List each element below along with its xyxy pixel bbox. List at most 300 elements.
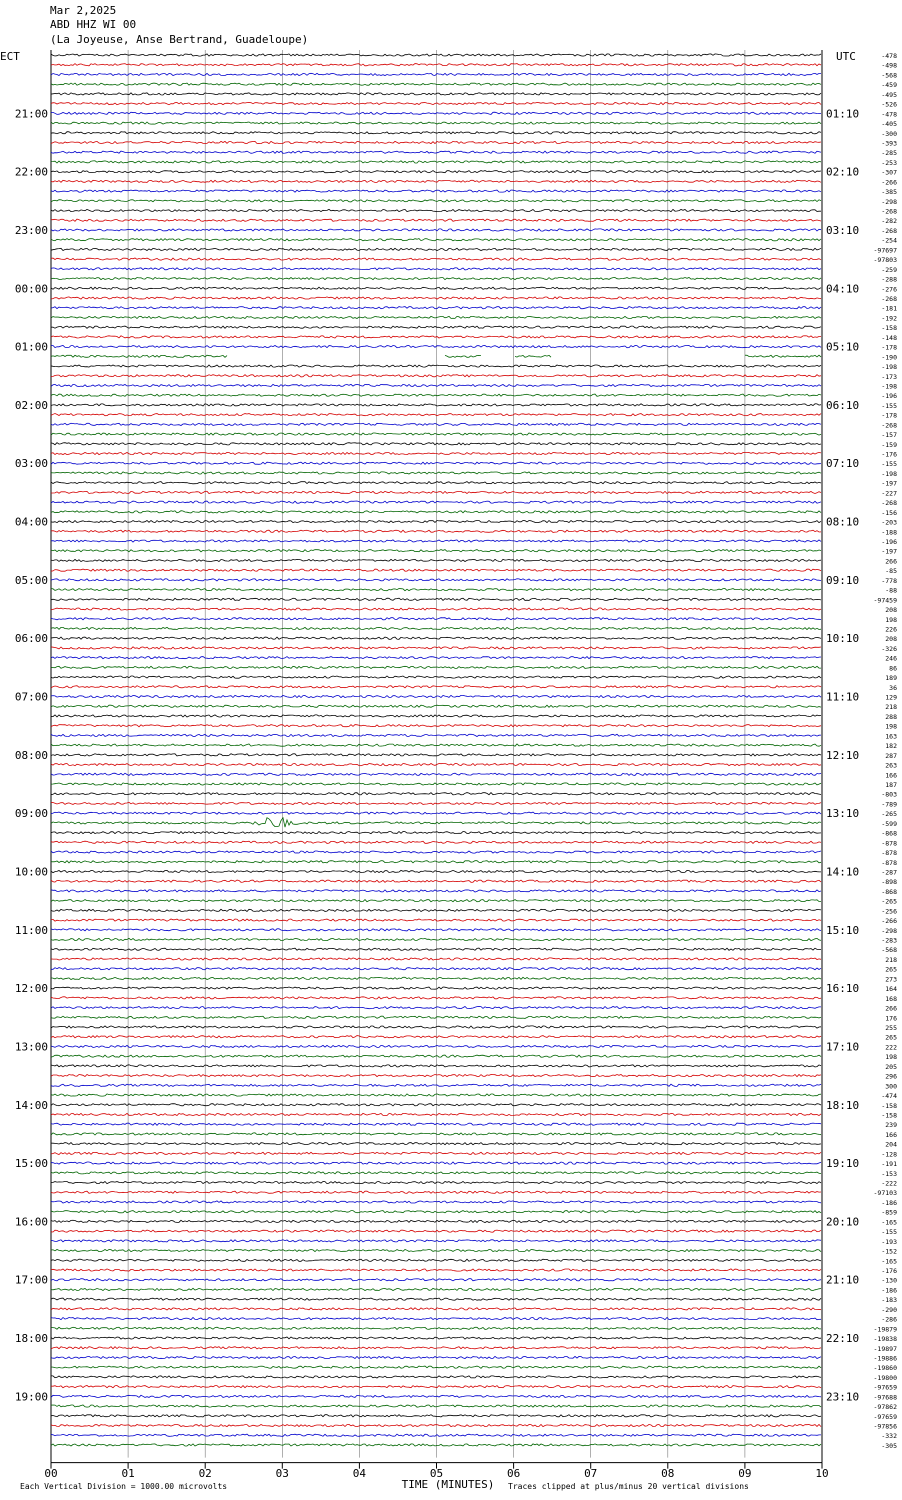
row-value-label: -97103 xyxy=(873,1189,897,1198)
trace-row xyxy=(51,1191,821,1193)
row-value-label: -276 xyxy=(881,285,897,294)
row-value-label: -19838 xyxy=(873,1335,897,1344)
left-hour-label: 06:00 xyxy=(14,632,48,646)
trace-row xyxy=(51,802,821,804)
row-value-label: -268 xyxy=(881,421,897,430)
trace-row xyxy=(51,472,821,474)
x-tick-label: 09 xyxy=(738,1467,752,1480)
station-location: (La Joyeuse, Anse Bertrand, Guadeloupe) xyxy=(50,33,309,46)
trace-row xyxy=(51,1211,821,1213)
x-tick-label: 10 xyxy=(815,1467,829,1480)
trace-row xyxy=(51,1395,821,1397)
row-value-label: -181 xyxy=(881,304,897,313)
row-value-label: -526 xyxy=(881,100,897,109)
row-value-label: 263 xyxy=(885,761,897,770)
x-tick-label: 07 xyxy=(584,1467,598,1480)
trace-row xyxy=(51,1201,821,1203)
trace-row xyxy=(51,1133,821,1135)
trace-row xyxy=(51,501,821,503)
row-value-label: 266 xyxy=(885,557,897,566)
trace-row xyxy=(51,1308,821,1310)
row-value-label: 265 xyxy=(885,1033,897,1042)
row-value-label: -495 xyxy=(881,90,897,99)
trace-row xyxy=(51,929,821,931)
trace-row xyxy=(51,559,821,561)
left-hour-label: 12:00 xyxy=(14,982,48,996)
trace-row xyxy=(51,1356,821,1358)
row-value-label: -165 xyxy=(881,1257,897,1266)
trace-row xyxy=(51,248,821,250)
right-hour-label: 07:10 xyxy=(826,457,860,471)
row-value-label: -191 xyxy=(881,1160,897,1169)
plot-date: Mar 2,2025 xyxy=(50,4,117,17)
trace-row xyxy=(51,1337,821,1339)
trace-row xyxy=(51,1143,821,1145)
right-hour-label: 22:10 xyxy=(826,1332,860,1346)
trace-row xyxy=(51,1172,821,1174)
right-hour-label: 16:10 xyxy=(826,982,860,996)
trace-row xyxy=(51,1036,821,1038)
trace-row xyxy=(51,1007,821,1009)
trace-row xyxy=(51,1444,821,1446)
right-hour-label: 13:10 xyxy=(826,807,860,821)
row-value-label: -196 xyxy=(881,392,897,401)
trace-row xyxy=(51,190,821,192)
row-value-label: -155 xyxy=(881,401,897,410)
trace-row xyxy=(51,1327,821,1329)
row-value-label: -268 xyxy=(881,499,897,508)
trace-row xyxy=(51,151,821,153)
right-hour-label: 02:10 xyxy=(826,165,860,179)
row-value-label: -178 xyxy=(881,411,897,420)
right-hour-label: 14:10 xyxy=(826,865,860,879)
trace-row xyxy=(51,1415,821,1417)
trace-row xyxy=(51,1434,821,1436)
row-value-label: -152 xyxy=(881,1247,897,1256)
row-value-label: -268 xyxy=(881,207,897,216)
x-tick-label: 03 xyxy=(275,1467,289,1480)
left-hour-label: 14:00 xyxy=(14,1098,48,1112)
trace-row xyxy=(51,890,821,892)
trace-row xyxy=(51,462,821,464)
row-value-label: 182 xyxy=(885,742,897,751)
row-value-label: -19897 xyxy=(873,1344,897,1353)
trace-row xyxy=(51,579,821,581)
row-value-label: -898 xyxy=(881,878,897,887)
row-value-label: -193 xyxy=(881,1237,897,1246)
right-hour-label: 10:10 xyxy=(826,632,860,646)
row-value-label: -156 xyxy=(881,508,897,517)
trace-row xyxy=(51,482,821,484)
trace-row xyxy=(51,938,821,940)
row-value-label: -300 xyxy=(881,129,897,138)
row-value-label: -158 xyxy=(881,1111,897,1120)
trace-row xyxy=(51,521,821,523)
trace-row xyxy=(51,491,821,493)
row-value-label: -85 xyxy=(885,567,897,576)
trace-row xyxy=(51,326,821,328)
right-hour-label: 06:10 xyxy=(826,398,860,412)
trace-row xyxy=(51,1152,821,1154)
row-value-label: -196 xyxy=(881,538,897,546)
trace-row xyxy=(51,919,821,921)
trace-row xyxy=(51,657,821,659)
trace-row xyxy=(51,394,821,396)
station-id: ABD HHZ WI 00 xyxy=(50,18,137,31)
trace-row xyxy=(51,278,821,280)
right-hour-label: 18:10 xyxy=(826,1098,860,1112)
trace-row xyxy=(51,1298,821,1300)
trace-row xyxy=(51,1123,821,1125)
row-value-label: -186 xyxy=(881,1198,897,1207)
trace-row xyxy=(51,695,821,697)
row-value-label: 205 xyxy=(885,1062,897,1071)
right-hour-label: 19:10 xyxy=(826,1157,860,1171)
trace-row xyxy=(51,773,821,775)
row-value-label: -188 xyxy=(881,528,897,537)
trace-row xyxy=(51,93,821,95)
row-value-label: 266 xyxy=(885,1004,897,1013)
row-value-label: -97659 xyxy=(873,1383,897,1392)
trace-row xyxy=(51,744,821,746)
trace-row xyxy=(51,229,821,231)
trace-row xyxy=(51,666,821,668)
trace-row xyxy=(51,1240,821,1242)
trace-row xyxy=(51,1026,821,1028)
row-value-label: -568 xyxy=(881,71,897,80)
trace-row xyxy=(51,841,821,843)
row-value-label: -478 xyxy=(881,52,897,60)
left-timezone-label: ECT xyxy=(0,50,20,63)
trace-row xyxy=(51,618,821,620)
trace-row xyxy=(51,200,821,202)
row-value-label: -285 xyxy=(881,149,897,158)
trace-row xyxy=(51,1366,821,1368)
row-value-label: -868 xyxy=(881,887,897,896)
row-value-label: -155 xyxy=(881,1228,897,1237)
trace-row xyxy=(51,958,821,960)
row-value-label: 129 xyxy=(885,693,897,702)
trace-row xyxy=(51,1376,821,1378)
scale-note: Each Vertical Division = 1000.00 microvolts xyxy=(20,1482,228,1491)
row-value-label: -266 xyxy=(881,178,897,187)
row-value-label: -878 xyxy=(881,839,897,848)
trace-row xyxy=(51,64,821,66)
row-value-label: -254 xyxy=(881,236,897,245)
row-value-label: 296 xyxy=(885,1072,897,1081)
row-value-label: 36 xyxy=(889,683,897,692)
row-value-label: -178 xyxy=(881,343,897,352)
left-hour-label: 04:00 xyxy=(14,515,48,529)
trace-row xyxy=(51,433,821,435)
row-value-label: -298 xyxy=(881,197,897,206)
trace-row xyxy=(51,851,821,853)
trace-row xyxy=(51,647,821,649)
left-hour-label: 01:00 xyxy=(14,340,48,354)
trace-row xyxy=(51,1016,821,1018)
trace-row xyxy=(51,122,821,124)
row-value-label: -253 xyxy=(881,158,897,167)
trace-row xyxy=(51,112,821,114)
trace-row xyxy=(51,987,821,989)
trace-row xyxy=(51,861,821,863)
row-value-label: 176 xyxy=(885,1014,897,1023)
row-value-label: -287 xyxy=(881,868,897,877)
row-value-label: -498 xyxy=(881,61,897,70)
row-value-label: -332 xyxy=(881,1432,897,1441)
trace-row xyxy=(51,1084,821,1086)
left-hour-label: 10:00 xyxy=(14,865,48,879)
row-value-label: -283 xyxy=(881,936,897,945)
row-value-label: -198 xyxy=(881,382,897,391)
row-value-label: -878 xyxy=(881,849,897,858)
trace-row xyxy=(51,1288,821,1290)
x-axis-title: TIME (MINUTES) xyxy=(401,1478,495,1491)
row-value-label: -478 xyxy=(881,110,897,119)
x-tick-label: 01 xyxy=(121,1467,135,1480)
trace-row xyxy=(51,132,821,134)
row-value-label: -265 xyxy=(881,810,897,819)
row-value-label: -158 xyxy=(881,324,897,333)
trace-row xyxy=(51,1259,821,1261)
trace-row xyxy=(51,171,821,173)
trace-row xyxy=(51,1045,821,1047)
trace-row xyxy=(51,307,821,309)
trace-row xyxy=(51,637,821,639)
clip-note: Traces clipped at plus/minus 20 vertical divisions xyxy=(508,1482,749,1491)
row-value-label: -19800 xyxy=(873,1373,897,1382)
trace-row xyxy=(51,1250,821,1252)
row-value-label: 163 xyxy=(885,732,897,741)
row-value-label: 198 xyxy=(885,1053,897,1062)
trace-row xyxy=(51,316,821,318)
row-value-label: 204 xyxy=(885,1140,897,1149)
left-hour-label: 00:00 xyxy=(14,282,48,296)
row-value-label: -183 xyxy=(881,1296,897,1305)
trace-row xyxy=(51,141,821,143)
trace-row xyxy=(51,355,821,357)
right-hour-label: 09:10 xyxy=(826,573,860,587)
trace-row xyxy=(51,1318,821,1320)
row-value-label: -176 xyxy=(881,1267,897,1275)
row-value-label: -288 xyxy=(881,275,897,284)
row-value-label: -789 xyxy=(881,800,897,809)
row-value-label: -19886 xyxy=(873,1354,897,1363)
trace-row xyxy=(51,443,821,445)
trace-row xyxy=(51,384,821,386)
row-value-label: -268 xyxy=(881,295,897,303)
right-hour-label: 23:10 xyxy=(826,1390,860,1404)
trace-row xyxy=(51,103,821,105)
row-value-label: 255 xyxy=(885,1024,897,1032)
trace-row xyxy=(51,997,821,999)
trace-row xyxy=(51,1162,821,1164)
row-value-label: -158 xyxy=(881,1101,897,1110)
left-hour-label: 19:00 xyxy=(14,1390,48,1404)
row-value-label: -198 xyxy=(881,469,897,478)
trace-row xyxy=(51,676,821,678)
trace-row xyxy=(51,1424,821,1426)
row-value-label: 189 xyxy=(885,674,897,683)
trace-row xyxy=(51,754,821,756)
trace-row xyxy=(51,54,821,56)
trace-row xyxy=(51,1055,821,1057)
row-value-label: -290 xyxy=(881,1305,897,1314)
right-hour-label: 12:10 xyxy=(826,748,860,762)
row-value-label: -298 xyxy=(881,926,897,935)
row-value-label: -19860 xyxy=(873,1364,897,1373)
trace-row xyxy=(51,1386,821,1388)
row-value-label: -197 xyxy=(881,547,897,556)
row-value-label: -198 xyxy=(881,363,897,372)
row-value-label: -405 xyxy=(881,120,897,129)
row-value-label: 265 xyxy=(885,965,897,974)
trace-row xyxy=(51,1269,821,1271)
left-hour-label: 22:00 xyxy=(14,165,48,179)
trace-row xyxy=(51,1075,821,1077)
row-value-label: -282 xyxy=(881,217,897,226)
left-hour-label: 16:00 xyxy=(14,1215,48,1229)
left-hour-label: 03:00 xyxy=(14,457,48,471)
trace-row xyxy=(51,1279,821,1281)
row-value-label: 226 xyxy=(885,625,897,634)
trace-row xyxy=(51,977,821,979)
row-value-label: -176 xyxy=(881,450,897,459)
x-tick-label: 08 xyxy=(661,1467,675,1480)
right-hour-label: 03:10 xyxy=(826,223,860,237)
trace-row xyxy=(51,414,821,416)
row-value-label: -307 xyxy=(881,168,897,177)
row-value-label: -97697 xyxy=(873,246,897,255)
left-hour-label: 13:00 xyxy=(14,1040,48,1054)
trace-row xyxy=(51,725,821,727)
row-value-label: -393 xyxy=(881,139,897,148)
row-value-label: -222 xyxy=(881,1179,897,1188)
right-hour-label: 08:10 xyxy=(826,515,860,529)
row-value-label: 86 xyxy=(889,664,897,673)
x-tick-label: 04 xyxy=(352,1467,367,1480)
right-timezone-label: UTC xyxy=(836,50,856,63)
row-value-label: -385 xyxy=(881,188,897,197)
row-value-label: -265 xyxy=(881,897,897,906)
row-value-label: 239 xyxy=(885,1121,897,1130)
x-tick-label: 02 xyxy=(198,1467,212,1480)
trace-row xyxy=(51,1347,821,1349)
right-hour-label: 17:10 xyxy=(826,1040,860,1054)
trace-row xyxy=(51,880,821,882)
right-hour-label: 15:10 xyxy=(826,923,860,937)
trace-row xyxy=(51,909,821,911)
trace-row xyxy=(51,1113,821,1115)
row-value-label: -568 xyxy=(881,946,897,955)
row-value-label: -165 xyxy=(881,1218,897,1227)
trace-row xyxy=(51,812,821,814)
row-value-label: 246 xyxy=(885,654,897,663)
row-value-label: -197 xyxy=(881,479,897,488)
row-value-label: 198 xyxy=(885,615,897,624)
left-hour-label: 11:00 xyxy=(14,923,48,937)
x-tick-label: 06 xyxy=(506,1467,521,1480)
trace-row xyxy=(51,589,821,591)
trace-row xyxy=(51,550,821,552)
trace-row xyxy=(51,404,821,406)
trace-row xyxy=(51,1405,821,1407)
trace-row xyxy=(51,511,821,513)
trace-row xyxy=(51,530,821,532)
row-value-label: -305 xyxy=(881,1441,897,1450)
right-hour-label: 20:10 xyxy=(826,1215,860,1229)
trace-row xyxy=(51,452,821,454)
row-value-label: -326 xyxy=(881,644,897,653)
trace-row xyxy=(51,268,821,270)
trace-row xyxy=(51,1220,821,1222)
trace-row xyxy=(51,705,821,707)
row-value-label: 198 xyxy=(885,722,897,731)
trace-row xyxy=(51,73,821,75)
row-value-label: -153 xyxy=(881,1169,897,1178)
row-value-label: 287 xyxy=(885,751,897,760)
trace-row xyxy=(51,287,821,289)
left-hour-label: 05:00 xyxy=(14,573,48,587)
trace-row xyxy=(51,569,821,571)
trace-row xyxy=(51,258,821,260)
trace-row xyxy=(51,948,821,950)
trace-row xyxy=(51,365,821,367)
right-hour-label: 21:10 xyxy=(826,1273,860,1287)
row-value-label: -173 xyxy=(881,372,897,381)
row-value-label: -97856 xyxy=(873,1422,897,1431)
trace-row xyxy=(51,180,821,182)
left-hour-label: 17:00 xyxy=(14,1273,48,1287)
row-value-label: -859 xyxy=(881,1208,897,1217)
trace-row xyxy=(51,783,821,785)
right-hour-label: 11:10 xyxy=(826,690,860,704)
row-value-label: -190 xyxy=(881,353,897,362)
trace-row xyxy=(51,734,821,736)
row-value-label: 300 xyxy=(885,1082,897,1091)
row-value-label: -266 xyxy=(881,917,897,926)
trace-row xyxy=(51,598,821,600)
trace-row xyxy=(51,1230,821,1232)
row-value-label: -157 xyxy=(881,431,897,440)
row-value-label: -868 xyxy=(881,829,897,838)
row-value-label: 208 xyxy=(885,606,897,615)
row-value-label: -268 xyxy=(881,226,897,235)
trace-row xyxy=(51,900,821,902)
row-value-label: 166 xyxy=(885,771,897,780)
left-hour-label: 15:00 xyxy=(14,1157,48,1171)
right-hour-label: 01:10 xyxy=(826,107,860,121)
trace-row xyxy=(51,219,821,221)
row-value-label: -459 xyxy=(881,81,897,90)
trace-row xyxy=(51,764,821,766)
trace-row xyxy=(51,832,821,834)
left-hour-label: 08:00 xyxy=(14,748,48,762)
trace-row xyxy=(51,793,821,795)
row-value-label: -148 xyxy=(881,333,897,342)
row-value-label: -256 xyxy=(881,907,897,916)
row-value-label: -186 xyxy=(881,1286,897,1295)
row-value-label: -97862 xyxy=(873,1403,897,1412)
trace-row xyxy=(51,336,821,338)
trace-row xyxy=(51,161,821,163)
row-value-label: 273 xyxy=(885,975,897,984)
trace-row xyxy=(51,346,821,348)
left-hour-label: 02:00 xyxy=(14,398,48,412)
trace-row xyxy=(51,540,821,542)
row-value-label: -778 xyxy=(881,576,897,585)
x-tick-label: 00 xyxy=(44,1467,58,1480)
